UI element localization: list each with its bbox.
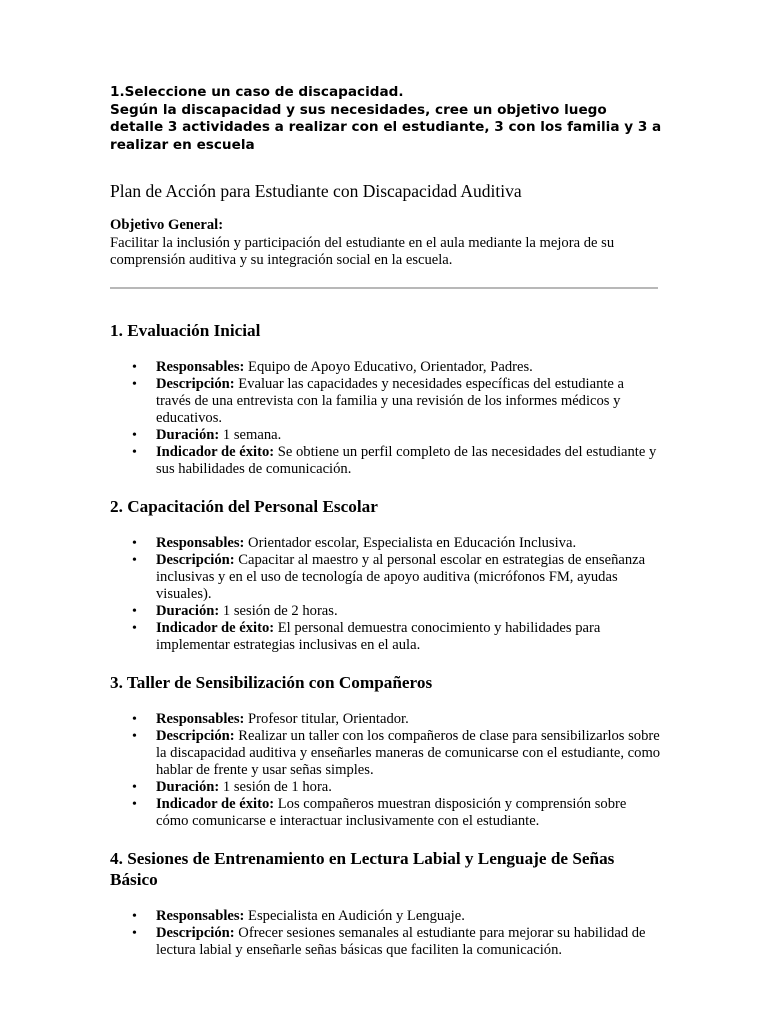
prompt-line-1: 1.Seleccione un caso de discapacidad. [110,84,404,100]
assignment-prompt [110,84,662,154]
item-label: Descripción: [156,375,235,392]
list-item [110,728,662,779]
item-value: 1 sesión de 2 horas. [222,602,338,619]
bullet-icon: • [132,908,137,924]
item-value: Equipo de Apoyo Educativo, Orientador, Padres. [248,358,533,375]
bullet-icon: • [132,359,137,375]
section-title-taller: 3. Taller de Sensibilización con Compañeros [110,672,433,692]
document-page [110,84,662,959]
plan-title: Plan de Acción para Estudiante con Discapacidad Auditiva [110,181,522,201]
item-value: Se obtiene un perfil completo de las necesidades del estudiante y sus habilidades de comunicación. [156,443,657,477]
item-value: El personal demuestra conocimiento y habilidades para implementar estrategias inclusivas en el aula. [156,619,601,653]
item-label: Responsables: [156,710,245,727]
bullet-icon: • [132,427,137,443]
section-title-evaluacion: 1. Evaluación Inicial [110,320,261,340]
item-label: Responsables: [156,907,245,924]
bullet-icon: • [132,620,137,636]
section-list-evaluacion [110,359,662,478]
prompt-line-2: Según la discapacidad y sus necesidades, cree un objetivo luego detalle 3 actividades a realizar con el estudiante, 3 con los familia y 3 a realizar en escuela [110,101,662,153]
item-value: 1 semana. [222,426,282,443]
bullet-icon: • [132,552,137,568]
item-label: Descripción: [156,727,235,744]
list-item [110,711,662,728]
bullet-icon: • [132,925,137,941]
item-value: Realizar un taller con los compañeros de clase para sensibilizarlos sobre la discapacidad auditiva y enseñarles maneras de comunicarse con el estudiante, como hablar de frente y usar señas simples. [156,727,661,778]
list-item [110,603,662,620]
item-label: Duración: [156,778,220,795]
objective-label: Objetivo General: [110,217,224,233]
bullet-icon: • [132,779,137,795]
objective-text: Facilitar la inclusión y participación del estudiante en el aula mediante la mejora de su comprensión auditiva y su integración social en la escuela. [110,234,615,268]
horizontal-divider [110,287,658,289]
item-value: Especialista en Audición y Lenguaje. [248,907,465,924]
item-label: Indicador de éxito: [156,795,275,812]
list-item [110,552,662,603]
bullet-icon: • [132,535,137,551]
list-item [110,444,662,478]
item-value: Ofrecer sesiones semanales al estudiante para mejorar su habilidad de lectura labial y enseñarle señas básicas que faciliten la comunicación. [156,924,646,958]
objective-block [110,217,662,270]
list-item [110,908,662,925]
list-item [110,359,662,376]
bullet-icon: • [132,711,137,727]
item-label: Duración: [156,602,220,619]
list-item [110,925,662,959]
item-value: Profesor titular, Orientador. [248,710,409,727]
list-item [110,620,662,654]
item-value: Evaluar las capacidades y necesidades específicas del estudiante a través de una entrevista con la familia y una revisión de los informes médicos y educativos. [156,375,625,426]
section-list-taller [110,711,662,830]
item-value: 1 sesión de 1 hora. [222,778,332,795]
item-value: Los compañeros muestran disposición y comprensión sobre cómo comunicarse e interactuar inclusivamente con el estudiante. [156,795,627,829]
item-label: Responsables: [156,534,245,551]
bullet-icon: • [132,796,137,812]
bullet-icon: • [132,376,137,392]
list-item [110,376,662,427]
item-label: Descripción: [156,551,235,568]
item-label: Duración: [156,426,220,443]
item-label: Responsables: [156,358,245,375]
item-label: Descripción: [156,924,235,941]
item-label: Indicador de éxito: [156,619,275,636]
section-list-capacitacion [110,535,662,654]
list-item [110,535,662,552]
section-title-capacitacion: 2. Capacitación del Personal Escolar [110,496,378,516]
bullet-icon: • [132,728,137,744]
bullet-icon: • [132,444,137,460]
list-item [110,427,662,444]
item-label: Indicador de éxito: [156,443,275,460]
section-title-lectura-labial: 4. Sesiones de Entrenamiento en Lectura Labial y Lenguaje de Señas Básico [110,848,615,889]
section-list-lectura-labial [110,908,662,959]
bullet-icon: • [132,603,137,619]
list-item [110,779,662,796]
list-item [110,796,662,830]
item-value: Orientador escolar, Especialista en Educación Inclusiva. [248,534,577,551]
item-value: Capacitar al maestro y al personal escolar en estrategias de enseñanza inclusivas y en el uso de tecnología de apoyo auditiva (micrófonos FM, ayudas visuales). [156,551,646,602]
